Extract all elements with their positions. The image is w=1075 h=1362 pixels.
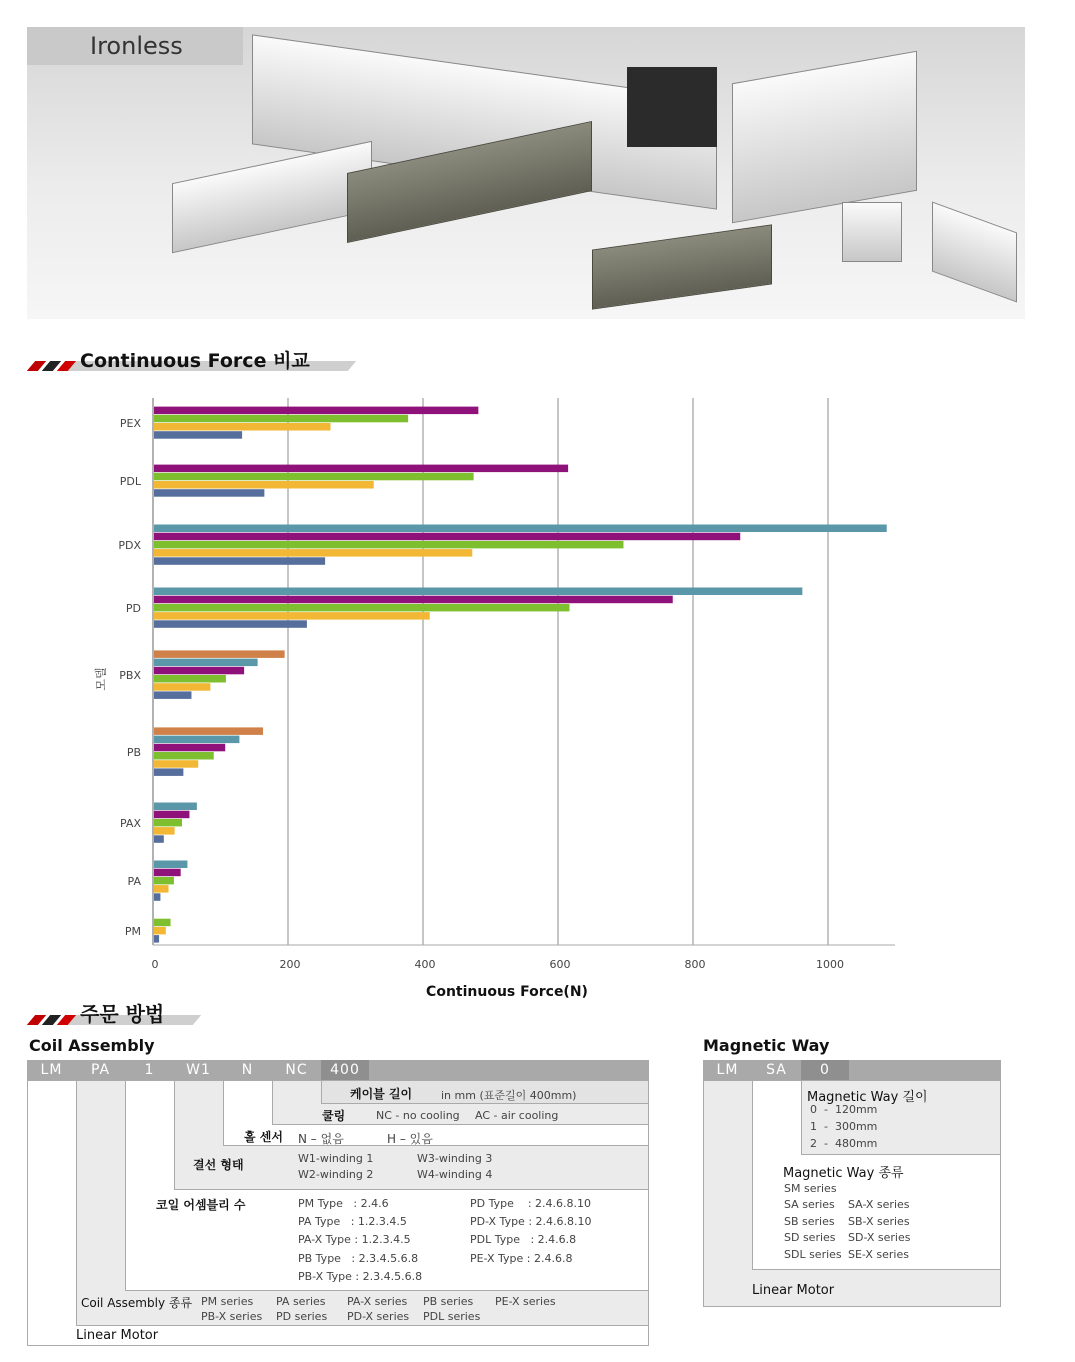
motor-image-thin (932, 202, 1017, 303)
hall-n: N – 없음 (298, 1132, 344, 1146)
bar-pa-2 (154, 877, 174, 885)
bar-pd-0 (154, 588, 802, 596)
force-section-title: Continuous Force 비교 (80, 350, 310, 372)
bar-pbx-1 (154, 659, 258, 667)
mag-code-lm: LM (716, 1062, 739, 1078)
series-pbx: PB-X series (201, 1310, 263, 1323)
magway-type-sm: SM series (784, 1182, 837, 1195)
magway-length-2: 2 - 480mm (810, 1137, 878, 1150)
category-label-pa: PA (127, 875, 141, 888)
bar-pax-4 (154, 835, 164, 843)
winding-label: 결선 형태 (193, 1158, 244, 1172)
force-section-header (27, 346, 357, 372)
cable-length-label: 케이블 길이 (350, 1087, 413, 1101)
bar-pax-1 (154, 811, 189, 819)
count-pdl: PDL Type : 2.4.6.8 (470, 1233, 577, 1246)
coil-series-label: Coil Assembly 종류 (81, 1296, 193, 1310)
magway-type-sbx: SB-X series (848, 1215, 910, 1228)
category-label-pdx: PDX (118, 539, 141, 552)
category-label-pm: PM (124, 925, 141, 938)
magway-type-sa: SA series (784, 1198, 835, 1211)
bar-pa-0 (154, 861, 187, 869)
hall-sensor-label: 홀 센서 (244, 1130, 283, 1144)
bar-pax-3 (154, 827, 175, 835)
bar-pd-1 (154, 596, 673, 604)
bar-pb-3 (154, 752, 214, 760)
motor-image-flat (172, 141, 372, 254)
bar-pb-4 (154, 760, 198, 768)
series-pdx: PD-X series (347, 1310, 410, 1323)
series-pex: PE-X series (495, 1295, 556, 1308)
bar-pdx-3 (154, 549, 472, 557)
y-axis-title: 모델 (94, 667, 108, 691)
bar-pbx-4 (154, 683, 210, 691)
winding-1: W1-winding 1 (298, 1152, 374, 1165)
x-tick-label-1000: 1000 (816, 958, 844, 971)
bar-pm-1 (154, 927, 166, 935)
magway-type-sex: SE-X series (848, 1248, 909, 1261)
order-section-header (27, 1000, 207, 1026)
x-tick-label-400: 400 (414, 958, 436, 971)
magway-length-0: 0 - 120mm (810, 1103, 878, 1116)
bar-pd-3 (154, 612, 430, 620)
count-pdx: PD-X Type : 2.4.6.8.10 (470, 1215, 592, 1228)
code-cable: 400 (321, 1060, 369, 1080)
mag-code-length: 0 (801, 1060, 849, 1080)
count-pa: PA Type : 1.2.3.4.5 (298, 1215, 407, 1228)
cooling-label: 쿨링 (322, 1109, 346, 1123)
x-axis-title: Continuous Force(N) (426, 984, 588, 1000)
count-pbx: PB-X Type : 2.3.4.5.6.8 (298, 1270, 423, 1283)
x-tick-label-800: 800 (684, 958, 706, 971)
magnetic-way-title: Magnetic Way (703, 1036, 830, 1055)
bar-pbx-2 (154, 667, 244, 675)
category-label-pb: PB (126, 746, 141, 759)
magway-type-sd: SD series (784, 1231, 836, 1244)
motor-image-rail (627, 67, 717, 147)
bar-pax-2 (154, 819, 182, 827)
cooling-ac: AC - air cooling (475, 1109, 559, 1122)
series-pax: PA-X series (347, 1295, 408, 1308)
count-pax: PA-X Type : 1.2.3.4.5 (298, 1233, 411, 1246)
bar-pdl-1 (154, 473, 474, 481)
series-pdl: PDL series (423, 1310, 481, 1323)
mag-code-type: SA (766, 1062, 787, 1078)
bar-pdx-1 (154, 533, 740, 541)
code-hall: N (241, 1062, 254, 1078)
bar-pex-0 (154, 407, 478, 415)
bar-pax-0 (154, 803, 197, 811)
coil-assembly-title: Coil Assembly (29, 1036, 155, 1055)
bar-pex-1 (154, 415, 408, 423)
series-pa: PA series (276, 1295, 326, 1308)
magway-type-label: Magnetic Way 종류 (783, 1166, 904, 1181)
x-tick-label-0: 0 (151, 958, 159, 971)
winding-3: W3-winding 3 (417, 1152, 493, 1165)
magway-type-sax: SA-X series (848, 1198, 910, 1211)
bar-pdx-4 (154, 557, 325, 565)
bar-pd-2 (154, 604, 569, 612)
hall-h: H – 있음 (387, 1132, 433, 1146)
x-tick-label-200: 200 (279, 958, 301, 971)
cable-length-desc: in mm (표준길이 400mm) (441, 1089, 577, 1102)
count-pm: PM Type : 2.4.6 (298, 1197, 389, 1210)
bar-pm-0 (154, 919, 171, 927)
motor-image-small (842, 202, 902, 262)
bar-pbx-3 (154, 675, 226, 683)
bar-pa-4 (154, 893, 160, 901)
magway-code-header (703, 1060, 1001, 1080)
bar-pa-1 (154, 869, 181, 877)
bar-pd-4 (154, 620, 307, 628)
x-tick-label-600: 600 (549, 958, 571, 971)
category-label-pex: PEX (119, 417, 141, 430)
bar-pm-2 (154, 935, 159, 943)
winding-2: W2-winding 2 (298, 1168, 374, 1181)
cooling-nc: NC - no cooling (376, 1109, 460, 1122)
magway-type-sdl: SDL series (784, 1248, 842, 1261)
coil-count-label: 코일 어셈블리 수 (156, 1198, 246, 1212)
motor-image-upright (732, 51, 917, 224)
count-pb: PB Type : 2.3.4.5.6.8 (298, 1252, 419, 1265)
count-pd: PD Type : 2.4.6.8.10 (470, 1197, 592, 1210)
bar-pex-2 (154, 423, 331, 431)
magway-length-label: Magnetic Way 길이 (807, 1090, 928, 1105)
bar-pex-3 (154, 431, 242, 439)
series-pb: PB series (423, 1295, 474, 1308)
code-lm: LM (40, 1062, 63, 1078)
winding-4: W4-winding 4 (417, 1168, 493, 1181)
magway-type-sb: SB series (784, 1215, 835, 1228)
bar-pdx-2 (154, 541, 623, 549)
bar-pb-0 (154, 727, 263, 735)
bar-pbx-5 (154, 691, 191, 699)
bar-pdl-0 (154, 465, 568, 473)
category-label-pdl: PDL (119, 475, 141, 488)
magway-type-sdx: SD-X series (848, 1231, 911, 1244)
bar-pb-2 (154, 744, 225, 752)
code-winding: W1 (186, 1062, 211, 1078)
magway-length-1: 1 - 300mm (810, 1120, 878, 1133)
category-label-pax: PAX (120, 817, 141, 830)
code-count: 1 (144, 1062, 155, 1078)
coil-footer: Linear Motor (76, 1328, 159, 1343)
bar-pb-5 (154, 768, 183, 776)
series-pd: PD series (276, 1310, 328, 1323)
motor-image-block (592, 224, 772, 309)
order-section-title: 주문 방법 (80, 1002, 165, 1026)
bar-pdl-3 (154, 489, 264, 497)
hero-title: Ironless (27, 27, 243, 65)
bar-pdl-2 (154, 481, 374, 489)
bar-pa-3 (154, 885, 169, 893)
code-cooling: NC (285, 1062, 308, 1078)
magway-footer: Linear Motor (752, 1283, 835, 1298)
series-pm: PM series (201, 1295, 254, 1308)
bar-pb-1 (154, 736, 239, 744)
category-label-pbx: PBX (119, 669, 141, 682)
code-series: PA (90, 1062, 111, 1078)
coil-code-header (27, 1060, 649, 1080)
category-label-pd: PD (125, 602, 141, 615)
bar-pdx-0 (154, 525, 887, 533)
count-pex: PE-X Type : 2.4.6.8 (470, 1252, 573, 1265)
bar-pbx-0 (154, 650, 285, 658)
hero-banner (27, 27, 1025, 319)
